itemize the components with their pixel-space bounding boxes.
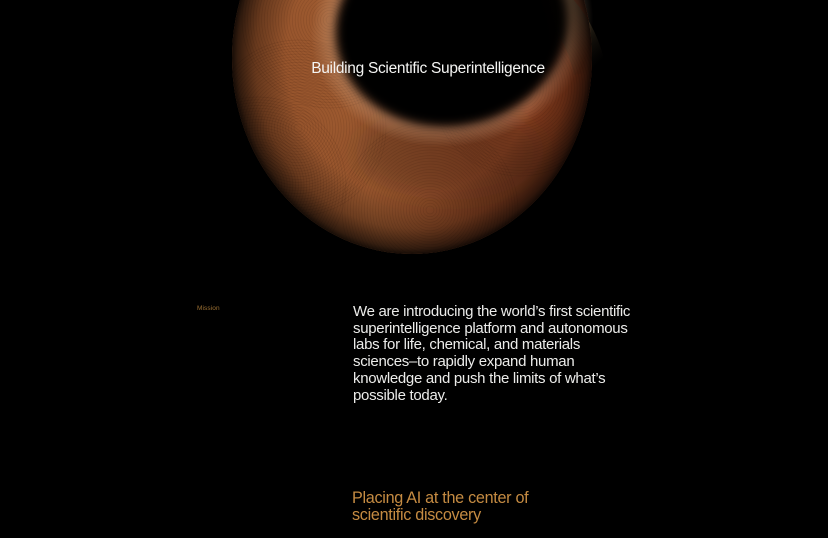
discovery-heading bbox=[352, 490, 528, 525]
mission-paragraph-line: labs for life, chemical, and materials bbox=[353, 336, 581, 354]
mission-paragraph-line: We are introducing the world’s first scientific bbox=[353, 303, 631, 320]
mission-paragraph-line: sciences–to rapidly expand human bbox=[353, 353, 575, 371]
mission-paragraph-line: superintelligence platform and autonomous bbox=[353, 319, 628, 337]
mission-paragraph-line: possible today. bbox=[353, 386, 448, 404]
mission-paragraph bbox=[353, 304, 630, 404]
mission-paragraph-line: knowledge and push the limits of what’s bbox=[353, 369, 606, 387]
discovery-heading-line: scientific discovery bbox=[352, 506, 481, 525]
hero-headline: Building Scientific Superintelligence bbox=[311, 60, 545, 77]
discovery-heading-line: Placing AI at the center of bbox=[352, 489, 529, 507]
mission-label: Mission bbox=[197, 305, 220, 312]
